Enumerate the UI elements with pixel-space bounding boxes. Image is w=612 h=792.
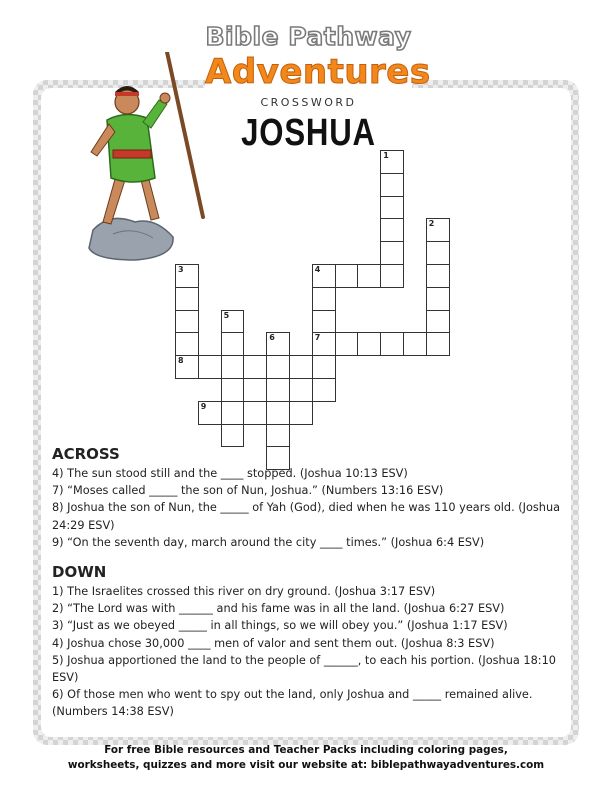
crossword-cell[interactable] (357, 264, 381, 288)
crossword-cell[interactable] (312, 264, 336, 288)
crossword-cell[interactable] (426, 264, 450, 288)
crossword-cell[interactable] (198, 355, 222, 379)
crossword-cell[interactable] (289, 401, 313, 425)
clue-number: 7 (314, 333, 321, 343)
crossword-cell[interactable] (312, 355, 336, 379)
crossword-cell[interactable] (221, 401, 245, 425)
crossword-cell[interactable] (175, 332, 199, 356)
crossword-cell[interactable] (175, 287, 199, 311)
logo-top-text: Bible Pathway (205, 22, 412, 51)
footer-line-1: For free Bible resources and Teacher Packs including coloring pages, (104, 744, 508, 756)
across-clue: 4) The sun stood still and the ____ stopped. (Joshua 10:13 ESV) (52, 467, 408, 480)
crossword-cell[interactable] (175, 355, 199, 379)
crossword-cell[interactable] (380, 196, 404, 220)
crossword-cell[interactable] (266, 401, 290, 425)
across-heading: ACROSS (52, 445, 120, 463)
crossword-cell[interactable] (312, 310, 336, 334)
crossword-cell[interactable] (380, 264, 404, 288)
crossword-cell[interactable] (221, 378, 245, 402)
crossword-cell[interactable] (243, 355, 267, 379)
joshua-illustration (55, 52, 215, 267)
worksheet-type: CROSSWORD (260, 96, 357, 109)
crossword-cell[interactable] (221, 310, 245, 334)
down-clue: 1) The Israelites crossed this river on dry ground. (Joshua 3:17 ESV) (52, 585, 436, 599)
across-clue: 9) “On the seventh day, march around the city ____ times.” (Joshua 6:4 ESV) (52, 535, 485, 549)
crossword-cell[interactable] (266, 378, 290, 402)
clue-number: 5 (223, 310, 230, 320)
crossword-cell[interactable] (380, 332, 404, 356)
down-heading: DOWN (52, 563, 107, 582)
crossword-cell[interactable] (289, 355, 313, 379)
crossword-cell[interactable] (312, 332, 336, 356)
clue-number: 1 (383, 151, 389, 160)
down-clue: 5) Joshua apportioned the land to the people of ______, to each his portion. (Joshua 18:10 ESV) (52, 653, 556, 685)
crossword-cell[interactable] (380, 173, 404, 197)
clue-number: 8 (178, 356, 184, 366)
crossword-cell[interactable] (312, 378, 336, 402)
crossword-cell[interactable] (266, 332, 290, 356)
crossword-cell[interactable] (175, 264, 199, 288)
crossword-cell[interactable] (221, 355, 245, 379)
clue-number: 3 (178, 265, 184, 274)
crossword-cell[interactable] (426, 287, 450, 311)
clue-number: 6 (269, 333, 275, 343)
down-clue: 3) “Just as we obeyed _____ in all things, so we will obey you.” (Joshua 1:17 ESV) (52, 619, 508, 633)
footer-line-2: worksheets, quizzes and more visit our website at: biblepathwayadventures.com (67, 759, 545, 771)
crossword-cell[interactable] (198, 401, 222, 425)
logo (205, 18, 431, 100)
footer (0, 743, 612, 773)
across-clue: 8) Joshua the son of Nun, the _____ of Yah (God), died when he was 110 years old. (Joshua 24:29 ESV) (52, 501, 561, 532)
clue-number: 2 (428, 219, 435, 229)
clue-number: 4 (314, 265, 321, 274)
down-clue: 6) Of those men who went to spy out the land, only Joshua and _____ remained alive. (Numbers 14:38 ESV) (52, 688, 533, 719)
clues-section (52, 443, 562, 721)
crossword-cell[interactable] (243, 401, 267, 425)
crossword-cell[interactable] (426, 310, 450, 334)
page-title: JOSHUA (241, 112, 376, 154)
crossword-cell[interactable] (266, 355, 290, 379)
crossword-cell[interactable] (426, 218, 450, 242)
down-clue: 4) Joshua chose 30,000 ____ men of valor and sent them out. (Joshua 8:3 ESV) (52, 636, 495, 650)
crossword-cell[interactable] (357, 332, 381, 356)
clue-number: 9 (200, 401, 207, 411)
logo-main-text: Adventures (205, 52, 431, 92)
crossword-cell[interactable] (312, 287, 336, 311)
crossword-cell[interactable] (335, 264, 359, 288)
crossword-cell[interactable] (380, 241, 404, 265)
crossword-cell[interactable] (175, 310, 199, 334)
crossword-cell[interactable] (335, 332, 359, 356)
crossword-cell[interactable] (403, 332, 427, 356)
crossword-cell[interactable] (426, 332, 450, 356)
down-clue: 2) “The Lord was with ______ and his fame was in all the land. (Joshua 6:27 ESV) (52, 602, 505, 616)
crossword-cell[interactable] (221, 332, 245, 356)
across-clue: 7) “Moses called _____ the son of Nun, Joshua.” (Numbers 13:16 ESV) (52, 484, 444, 498)
crossword-cell[interactable] (426, 241, 450, 265)
crossword-cell[interactable] (380, 150, 404, 174)
crossword-cell[interactable] (380, 218, 404, 242)
